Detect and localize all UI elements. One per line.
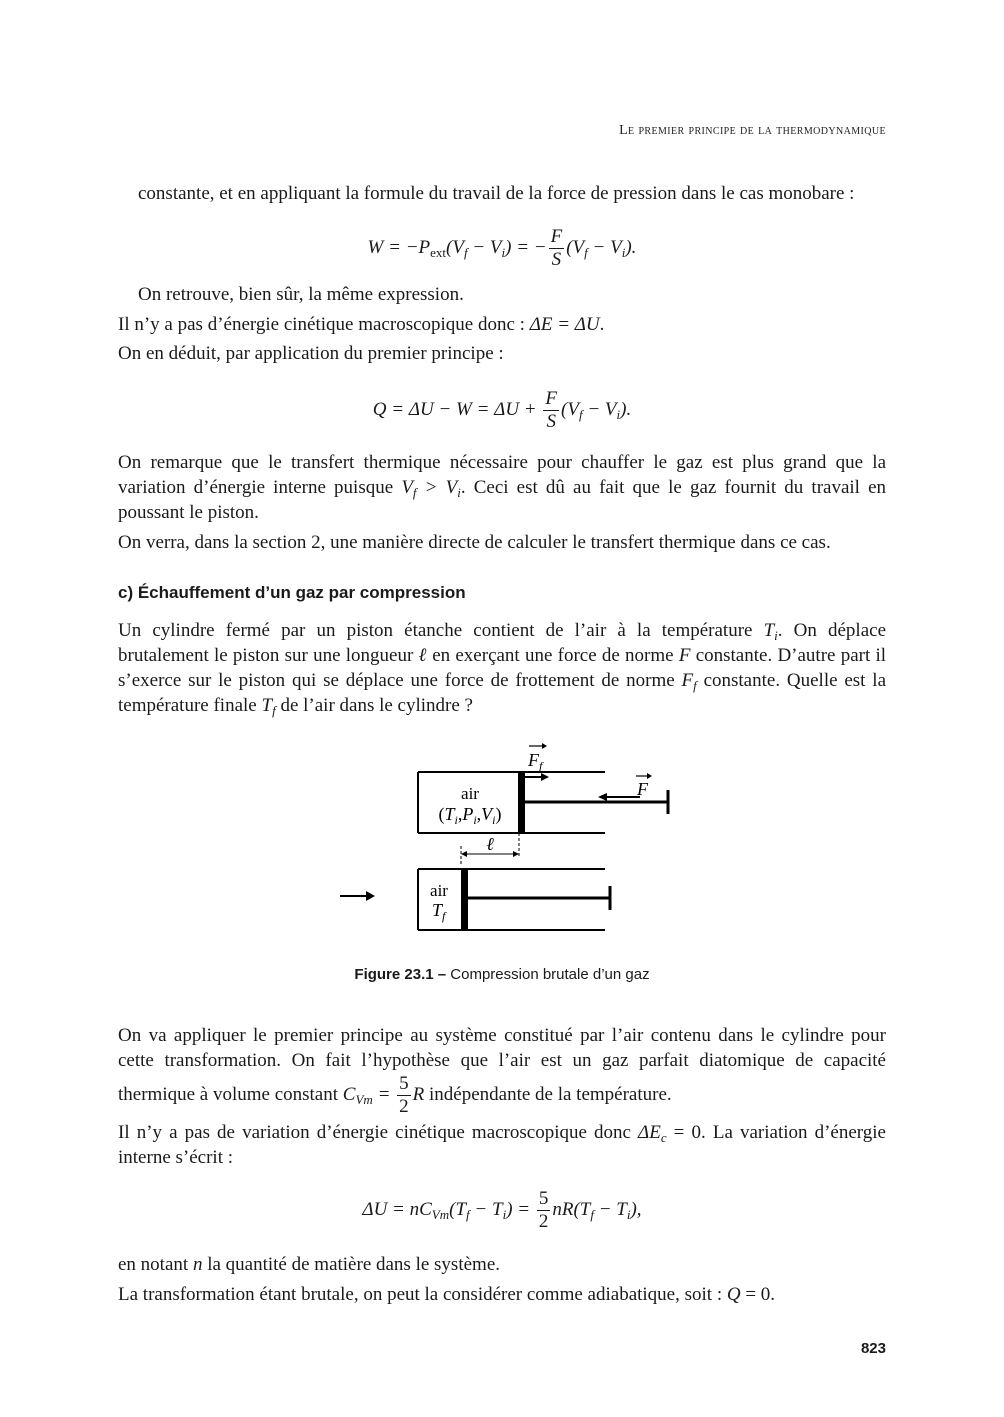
friction-force-vector [525,743,549,781]
displacement-label: ℓ [486,834,494,854]
paragraph-text: de l’air dans le cylindre ? [280,695,473,716]
paragraph-text: constante. D’autre part il s’exerce sur le piston qui se déplace une force de frottement de norme [118,645,887,691]
paragraph: La transformation étant brutale, on peut la considérer comme adiabatique, soit : Q = 0. [118,1284,776,1305]
paragraph [138,282,886,307]
paragraph: en notant n la quantité de matière dans le système. [118,1254,500,1275]
paragraph: On remarque que le transfert thermique nécessaire pour chauffer le gaz est plus grand que la variation d’énergie interne puisque $V_f > V_i$. Ceci est dû au fait que le gaz fournit du travail en poussant le piston. [118,452,887,523]
transition-arrow [340,891,375,901]
state-initial-label: $(T_i,P_i,V_i)$ [438,804,502,827]
paragraph-text: La transformation étant brutale, on peut la considérer comme adiabatique, soit : [118,1284,723,1305]
paragraph-text: en exerçant une force de norme [432,645,674,666]
paragraph-text: Il n’y a pas d’énergie cinétique macroscopique donc : [118,314,525,335]
state-final-label: $T_f$ [432,900,446,923]
figure-separator: – [437,966,447,983]
paragraph-text: constante. Quelle est la température finale [118,670,886,716]
applied-force-label: F [637,779,648,799]
figure-caption [118,962,886,987]
air-label-final: air [430,881,448,900]
paragraph-text: . Ceci est dû au fait que le gaz fournit du travail en poussant le piston. [118,477,887,523]
paragraph: Un cylindre fermé par un piston étanche contient de l’air à la température $T_i$. On déplace brutalement le piston sur une longueur ℓ en exerçant une force de norme F constante. D’autre part il s’exerce sur le piston qui se déplace une force de frottement de norme $F_f$ constante. Quelle est la température finale $T_f$ de l’air dans le cylindre ? [118,620,887,718]
page-number: 823 [860,1340,886,1357]
paragraph-text: On remarque que le transfert thermique nécessaire pour chauffer le gaz est plus grand que la variation d’énergie interne puisque [118,452,886,498]
paragraph-text: en notant [118,1254,189,1275]
paragraph: Il n’y a pas d’énergie cinétique macroscopique donc : ΔE = ΔU. [118,314,605,335]
running-header: Le premier principe de la thermodynamique [619,123,886,138]
paragraph-text: Un cylindre fermé par un piston étanche contient de l’air à la température [118,620,753,641]
paragraph-text: On retrouve, bien sûr, la même expression. [138,284,464,305]
paragraph-text: On en déduit, par application du premier principe : [118,343,504,364]
friction-force-label: $F_f$ [528,750,543,773]
section-heading: c) Échauffement d’un gaz par compression [118,583,466,602]
equation-work: $W = -P_{ext}(V_f - V_i)$ = − $\frac{F}{S}$ $(V_f - V_i)$. [367,226,637,270]
paragraph-text: . On déplace brutalement le piston sur une longueur [118,620,887,666]
paragraph [118,341,886,366]
paragraph-text: la quantité de matière dans le système. [207,1254,500,1275]
paragraph: On va appliquer le premier principe au système constitué par l’air contenu dans le cylindre pour cette transformation. On fait l’hypothèse que l’air est un gaz parfait diatomique de capacité thermique à volume constant $C_{Vm}$ = $\frac{5}{2}$ R indépendante de la température. [118,1025,886,1117]
equation-heat: Q = ΔU − W = ΔU + $\frac{F}{S}$ $(V_f - V_i)$. [372,388,632,432]
applied-force-vector [598,773,652,801]
figure-label: Figure 23.1 [354,966,434,983]
displacement-marker [461,833,519,864]
paragraph-text: On va appliquer le premier principe au système constitué par l’air contenu dans le cylindre pour cette transformation. On fait l’hypothèse que l’air est un gaz parfait diatomique de capacité thermique à volume constant [118,1025,886,1105]
paragraph: Il n’y a pas de variation d’énergie cinétique macroscopique donc $\Delta E_c = 0$. La variation d’énergie interne s’écrit : [118,1122,886,1168]
piston-final [461,869,468,930]
figure-piston-diagram [330,735,680,940]
paragraph-text: constante, et en appliquant la formule du travail de la force de pression dans le cas monobare : [138,183,855,204]
piston-initial [518,772,525,833]
air-label-initial: air [461,784,479,803]
paragraph-text: indépendante de la température. [429,1083,672,1105]
equation-internal-energy: $\Delta U = nC_{Vm}(T_f - T_i)$ = $\frac{5}{2}$ $nR(T_f - T_i)$, [362,1188,642,1232]
paragraph [118,530,886,555]
figure-title: Compression brutale d’un gaz [450,966,650,983]
paragraph-text: . La variation d’énergie interne s’écrit : [118,1122,886,1168]
paragraph-text: Il n’y a pas de variation d’énergie cinétique macroscopique donc [118,1122,631,1143]
paragraph-text: On verra, dans la section 2, une manière directe de calculer le transfert thermique dans ce cas. [118,532,831,553]
paragraph [138,181,886,206]
